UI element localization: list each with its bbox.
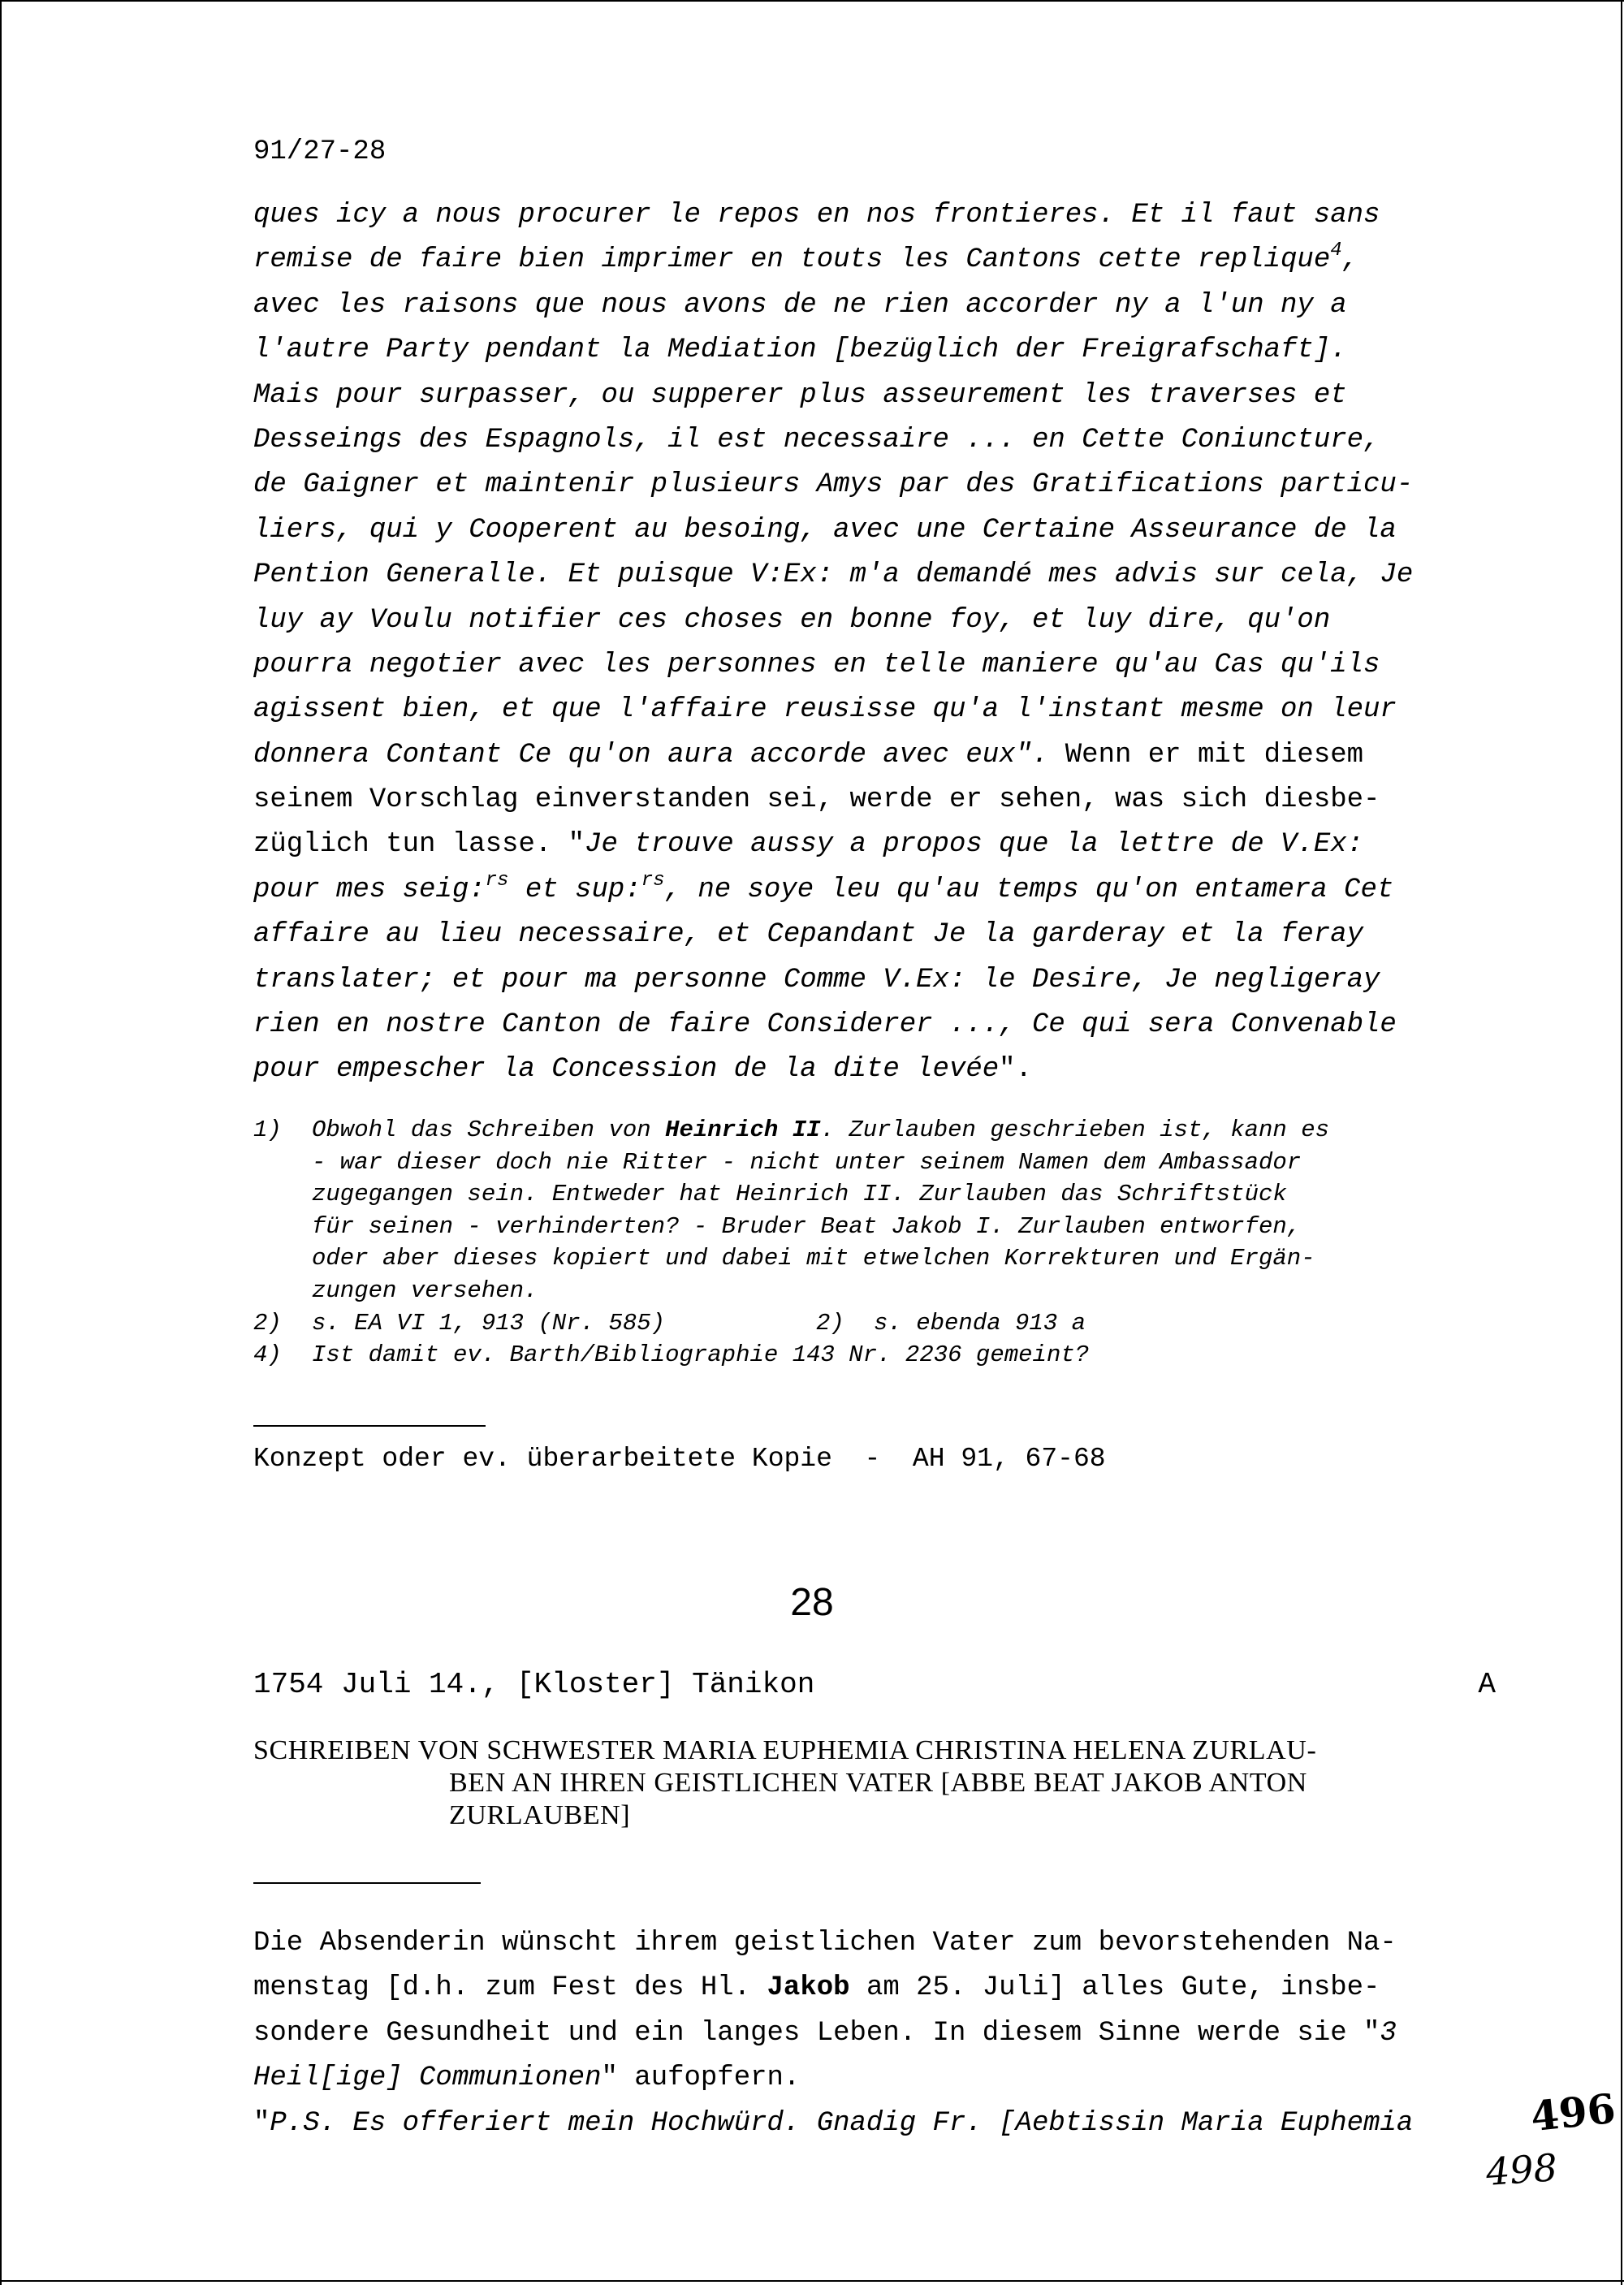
footnote-number: 4) [253,1341,282,1369]
entry-title [253,1734,1496,1832]
body-text-run: agissent bien, et que l'affaire reusisse qu'a l'instant mesme on leur [253,694,1397,726]
body-line [253,328,1496,373]
entry-summary [253,1921,1496,2146]
summary-text: menstag [d.h. zum Fest des Hl. [253,1972,767,2004]
footnote-number: 2) [816,1309,844,1337]
footnote-number: 2) [253,1309,282,1337]
summary-text: sondere Gesundheit und ein langes Leben. In diesem Sinne werde sie " [253,2017,1380,2049]
title-line: ZURLAUBEN] [449,1800,631,1830]
summary-line [253,2011,1496,2056]
summary-line: Die Absenderin wünscht ihrem geistlichen Vater zum bevorstehenden Na- [253,1928,1397,1959]
source-note: Konzept oder ev. überarbeitete Kopie - AH 91, 67-68 [253,1444,1106,1474]
body-text-run: Desseings des Espagnols, il est necessaire ... en Cette Coniuncture, [253,424,1380,456]
body-line [253,553,1496,598]
handwritten-page-number-old: 498 [1484,2145,1559,2194]
body-line [253,1003,1496,1047]
body-text-run: pour empescher la Concession de la dite levée [253,1054,1000,1086]
summary-quote: P.S. Es offeriert mein Hochwürd. Gnadig Fr. [Aebtissin Maria Euphemia [270,2107,1414,2139]
body-line [253,598,1496,643]
document-type-marker: A [1478,1668,1496,1701]
footnote-marker: 4 [1330,240,1342,262]
footnote-text: oder aber dieses kopiert und dabei mit etwelchen Korrekturen und Ergän- [312,1245,1315,1272]
summary-text: " aufopfern. [601,2063,801,2094]
body-text-run: Pention Generalle. Et puisque V:Ex: m'a demandé mes advis sur cela, Je [253,559,1414,591]
body-text-run: luy ay Voulu notifier ces choses en bonne foy, et luy dire, qu'on [253,604,1331,636]
title-line: BEN AN IHREN GEISTLICHEN VATER [ABBE BEAT JAKOB ANTON [449,1768,1307,1798]
body-text-run: rien en nostre Canton de faire Considerer ..., Ce qui sera Convenable [253,1009,1397,1041]
body-text-run: züglich tun lasse. " [253,829,585,861]
body-text-run: de Gaigner et maintenir plusieurs Amys par des Gratifications particu- [253,469,1414,501]
body-text-run: Je trouve aussy a propos que la lettre de V.Ex: [585,829,1364,861]
footnote-text: - war dieser doch nie Ritter - nicht unter seinem Namen dem Ambassador [312,1148,1302,1176]
body-text-run: Wenn er mit diesem [1048,739,1364,771]
body-line [253,418,1496,463]
dateline [253,1668,1496,1701]
handwritten-page-number: 496 [1528,2084,1618,2141]
body-text-run: liers, qui y Cooperent au besoing, avec une Certaine Asseurance de la [253,514,1397,546]
footnote-number: 1) [253,1117,282,1143]
summary-text: " [253,2107,270,2139]
body-line [253,688,1496,732]
body-text-run: et sup: [508,874,641,905]
page-border-left [0,0,2,2285]
body-line [253,913,1496,957]
footnote-text: s. ebenda 913 a [874,1309,1086,1337]
separator-rule [253,1882,481,1884]
body-line [253,508,1496,553]
summary-quote: Heil[ige] Communionen [253,2063,602,2094]
body-text-run: seinem Vorschlag einverstanden sei, werde er sehen, was sich diesbe- [253,784,1380,816]
body-text-run: ". [999,1054,1032,1086]
body-line [253,958,1496,1003]
body-line [253,778,1496,823]
body-text-run: avec les raisons que nous avons de ne rien accorder ny a l'un ny a [253,289,1347,321]
page-reference: 91/27-28 [253,136,387,167]
footnote-name: Heinrich II [665,1117,821,1143]
body-text-run: affaire au lieu necessaire, et Cepandant Je la garderay et la feray [253,919,1364,951]
letter-excerpt-body [253,193,1496,1093]
footnote-text: Ist damit ev. Barth/Bibliographie 143 Nr. 2236 gemeint? [312,1341,1090,1369]
entry-number: 28 [790,1581,834,1624]
footnote-text: zugegangen sein. Entweder hat Heinrich II. Zurlauben das Schriftstück [312,1181,1287,1208]
body-text-run: Mais pour surpasser, ou supperer plus asseurement les traverses et [253,379,1347,411]
footnote-text: Obwohl das Schreiben von [312,1117,666,1143]
footnote-text: zungen versehen. [312,1276,538,1304]
body-text-run: translater; et pour ma personne Comme V.Ex: le Desire, Je negligeray [253,964,1380,996]
body-text-run: ques icy a nous procurer le repos en nos frontieres. Et il faut sans [253,200,1380,231]
summary-name: Jakob [767,1972,850,2004]
body-text-run: pour mes seig: [253,874,486,905]
body-line [253,374,1496,418]
footnote-marker: rs [641,869,665,892]
footnote-text: für seinen - verhinderten? - Bruder Beat Jakob I. Zurlauben entworfen, [312,1212,1302,1240]
page-border-bottom [0,2280,1624,2282]
summary-quote: 3 [1380,2017,1397,2049]
body-text-run: l'autre Party pendant la Mediation [bezüglich der Freigrafschaft]. [253,335,1347,366]
footnote-marker: rs [485,869,509,892]
body-line [253,238,1496,283]
summary-line [253,2056,1496,2101]
summary-line [253,2101,1496,2146]
body-line [253,1047,1496,1092]
footnote-text: . Zurlauben geschrieben ist, kann es [820,1117,1330,1143]
footnote-4 [253,1339,1496,1371]
date-place: 1754 Juli 14., [Kloster] Tänikon [253,1668,815,1701]
body-line [253,193,1496,238]
body-text-run: pourra negotier avec les personnes en telle maniere qu'au Cas qu'ils [253,649,1380,680]
body-text-run: , [1341,244,1359,276]
separator-rule [253,1425,486,1427]
body-line [253,733,1496,778]
body-line [253,463,1496,508]
body-line [253,643,1496,688]
footnote-1 [253,1114,1496,1307]
footnotes [253,1114,1496,1371]
title-line: SCHREIBEN VON SCHWESTER MARIA EUPHEMIA CHRISTINA HELENA ZURLAU- [253,1735,1317,1765]
footnote-2 [253,1307,1496,1340]
body-text-run: , ne soye leu qu'au temps qu'on entamera Cet [664,874,1394,905]
page-border-right [1621,0,1622,2285]
body-text-run: remise de faire bien imprimer en touts les Cantons cette replique [253,244,1331,276]
body-text-run: donnera Contant Ce qu'on aura accorde avec eux". [253,739,1049,771]
footnote-text: s. EA VI 1, 913 (Nr. 585) [312,1309,666,1337]
body-line [253,283,1496,328]
page-border-top [0,0,1624,2]
summary-line [253,1966,1496,2011]
summary-text: am 25. Juli] alles Gute, insbe- [849,1972,1380,2004]
body-line [253,823,1496,867]
body-line [253,868,1496,913]
